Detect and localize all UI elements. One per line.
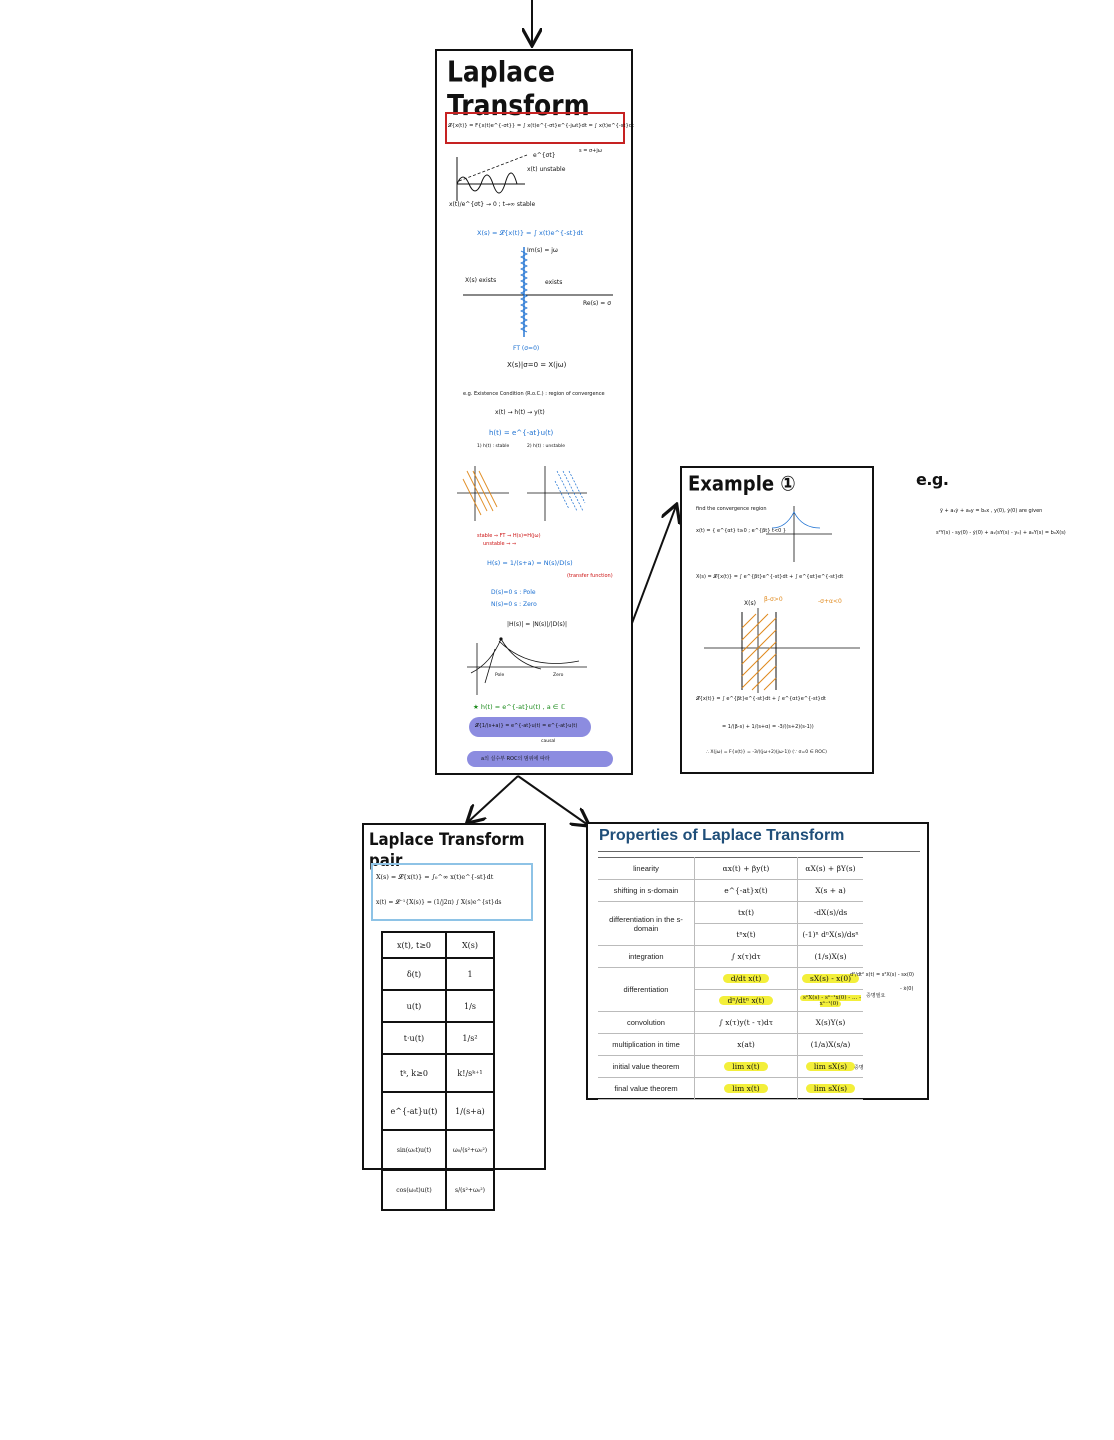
prop-name: linearity: [598, 858, 695, 880]
prop-time: d/dt x(t): [723, 974, 770, 983]
im-axis-label: Im(s) = jω: [527, 247, 558, 254]
system-diagram: x(t) → h(t) → y(t): [495, 409, 545, 416]
example-find: find the convergence region: [696, 506, 767, 512]
prop-s: lim sX(s): [806, 1084, 855, 1093]
pair-cell: ω₀/(s²+ω₀²): [446, 1130, 494, 1170]
pair-cell: 1/s: [446, 990, 494, 1022]
props-arrow: [518, 776, 588, 825]
pair-header-xs: X(s): [446, 932, 494, 958]
pair-cell: 1: [446, 958, 494, 990]
pair-formula-box: [371, 863, 533, 921]
prop-name: final value theorem: [598, 1078, 695, 1100]
pair-inverse: x(t) = 𝓛⁻¹{X(s)} = (1/j2π) ∫ X(s)e^{st}ds: [376, 899, 502, 906]
prop-s: (1/a)X(s/a): [798, 1034, 864, 1056]
prop-time: tx(t): [695, 902, 798, 924]
eg-label: e.g.: [916, 470, 949, 489]
left-region-label: X(s) exists: [465, 277, 497, 284]
laplace-transform-card: [435, 49, 633, 775]
stable-note: x(t)/e^{σt} → 0 ; t→∞ stable: [449, 201, 536, 208]
table-row: [598, 946, 863, 968]
pair-cell: t·u(t): [382, 1022, 446, 1054]
growth-label: e^{σt}: [533, 152, 556, 159]
transform-pair-card: [362, 823, 546, 1194]
example-ft: ∴ X(jω) = F{x(t)} = -3/((jω+2)(jω-1)) (∵ σ=0 ∈ ROC): [706, 750, 827, 755]
example-xs-label: X(s): [744, 600, 756, 607]
props-side-note-1: d²/dt² x(t) = s²X(s) - sx(0): [850, 972, 914, 978]
transfer-function: H(s) = 1/(s+a) = N(s)/D(s): [487, 559, 573, 567]
pole-label: Pole: [495, 673, 505, 678]
prop-s: αX(s) + βY(s): [798, 858, 864, 880]
laplace-title: Laplace Transform: [447, 55, 590, 122]
example-title: Example ①: [688, 472, 796, 497]
props-side-note-4: 증명: [854, 1065, 864, 1071]
blue-equation-note: causal: [541, 739, 556, 744]
table-row: [598, 1078, 863, 1100]
table-row: [598, 968, 863, 990]
properties-title: Properties of Laplace Transform: [599, 827, 845, 844]
example-cond-2: -σ+α<0: [818, 598, 842, 605]
prop-time: lim x(t): [724, 1062, 767, 1071]
prop-s: -dX(s)/ds: [798, 902, 864, 924]
table-row: [598, 902, 863, 924]
pair-arrow: [468, 776, 518, 822]
pair-cell: k!/sᵏ⁺¹: [446, 1054, 494, 1092]
pair-cell: cos(ω₀t)u(t): [382, 1170, 446, 1210]
pair-cell: e^{-at}u(t): [382, 1092, 446, 1130]
roc-example: e.g. Existence Condition (R.o.C.) : region of convergence: [463, 391, 605, 397]
prop-time: e^{-at}x(t): [695, 880, 798, 902]
pair-forward: X(s) = 𝓛{x(t)} = ∫₀^∞ x(t)e^{-st}dt: [376, 873, 494, 881]
prop-name: multiplication in time: [598, 1034, 695, 1056]
prop-time: tⁿx(t): [695, 924, 798, 946]
table-row: [598, 1034, 863, 1056]
prop-s: X(s)Y(s): [798, 1012, 864, 1034]
prop-time: ∫ x(τ)y(t - τ)dτ: [695, 1012, 798, 1034]
table-row: [382, 958, 494, 990]
prop-time: αx(t) + βy(t): [695, 858, 798, 880]
case-stable: 1) h(t) : stable: [477, 444, 510, 449]
table-row: [382, 1054, 494, 1092]
zero-label: Zero: [553, 673, 564, 678]
prop-name: integration: [598, 946, 695, 968]
prop-name: differentiation in the s-domain: [598, 902, 695, 946]
example-xt: x(t) = { e^{αt} t≥0 ; e^{βt} t<0 }: [696, 528, 787, 534]
xs-definition: X(s) = 𝓛{x(t)} = ∫ x(t)e^{-st}dt: [477, 229, 584, 237]
prop-name: convolution: [598, 1012, 695, 1034]
example-laplace: 𝓛{x(t)} = ∫ e^{βt}e^{-st}dt + ∫ e^{αt}e^{-st}dt: [696, 696, 826, 702]
pair-cell: tᵏ, k≥0: [382, 1054, 446, 1092]
magnitude: |H(s)| = |N(s)|/|D(s)|: [507, 621, 568, 628]
example-cond-1: β-σ>0: [764, 596, 783, 603]
example-xs: X(s) = 𝓛{x(t)} = ∫ e^{βt}e^{-st}dt + ∫ e^{αt}e^{-st}dt: [696, 574, 844, 580]
prop-name: differentiation: [598, 968, 695, 1012]
re-axis-label: Re(s) = σ: [583, 300, 612, 307]
table-row: [382, 1022, 494, 1054]
red-note-2: unstable ⇒ ⇒: [483, 541, 517, 547]
pair-cell: 1/(s+a): [446, 1092, 494, 1130]
impulse-response: h(t) = e^{-at}u(t): [489, 429, 554, 437]
props-side-note-2: - ẋ(0): [900, 986, 914, 992]
red-note-1: stable ⇒ FT ⇒ H(s)=H(jω): [477, 533, 541, 539]
pair-table: [381, 931, 495, 1211]
properties-card: [586, 822, 929, 1100]
s-definition: s = σ+jω: [579, 148, 602, 154]
props-side-note-3: 증명필요: [866, 993, 886, 999]
prop-s: (-1)ⁿ dⁿX(s)/dsⁿ: [798, 924, 864, 946]
table-row: [382, 1092, 494, 1130]
prop-time: lim x(t): [724, 1084, 767, 1093]
table-row: [598, 1056, 863, 1078]
properties-title-rule: [598, 851, 920, 852]
pair-header-xt: x(t), t≥0: [382, 932, 446, 958]
eg-line-2: s²Y(s) - sy(0) - ẏ(0) + a₁(sY(s) - y₀) + a₀Y(s) = b₀X(s): [936, 530, 1066, 536]
table-row: [598, 1012, 863, 1034]
case-unstable: 2) h(t) : unstable: [527, 444, 565, 449]
pair-cell: s/(s²+ω₀²): [446, 1170, 494, 1210]
pair-title: Laplace Transform pair: [369, 829, 525, 871]
prop-s: lim sX(s): [806, 1062, 855, 1071]
example-card: [680, 466, 874, 774]
unstable-label: x(t) unstable: [527, 166, 566, 173]
pair-cell: u(t): [382, 990, 446, 1022]
example-result: = 1/(β-s) + 1/(s+α) = -3/((s+2)(s-1)): [722, 724, 814, 730]
pair-cell: 1/s²: [446, 1022, 494, 1054]
poles-def: D(s)=0 s : Pole: [491, 589, 536, 596]
pair-cell: sin(ω₀t)u(t): [382, 1130, 446, 1170]
table-row: [382, 1130, 494, 1170]
right-region-label: exists: [545, 279, 563, 286]
prop-time: dⁿ/dtⁿ x(t): [719, 996, 772, 1005]
properties-table: [598, 857, 863, 1100]
xs-jw: X(s)|σ=0 = X(jω): [507, 361, 567, 369]
definition-formula: 𝓛{x(t)} = F{x(t)e^{-σt}} = ∫ x(t)e^{-σt}e^{-jωt}dt = ∫ x(t)e^{-st}dt: [448, 123, 635, 129]
prop-time: x(at): [695, 1034, 798, 1056]
table-row: [598, 880, 863, 902]
table-row: [382, 990, 494, 1022]
pair-cell: δ(t): [382, 958, 446, 990]
prop-s: sX(s) - x(0): [802, 974, 859, 983]
eg-line-1: ÿ + a₁ẏ + a₀y = b₀x , y(0), ẏ(0) are given: [940, 508, 1043, 514]
green-equation: ★ h(t) = e^{-at}u(t) , a ∈ ℂ: [473, 703, 566, 711]
prop-s: sⁿX(s) - sⁿ⁻¹x(0) - ... - xⁿ⁻¹(0): [800, 995, 861, 1007]
table-row: [382, 1170, 494, 1210]
prop-name: initial value theorem: [598, 1056, 695, 1078]
bottom-bar-text: a의 실수부 ROC의 범위에 따라: [481, 756, 550, 762]
transfer-note: (transfer function): [567, 573, 613, 579]
prop-time: ∫ x(τ)dτ: [695, 946, 798, 968]
blue-equation: 𝓛{1/(s+a)} = e^{-at}u(t) = e^{-at}u(t): [475, 723, 578, 729]
prop-s: (1/s)X(s): [798, 946, 864, 968]
prop-name: shifting in s-domain: [598, 880, 695, 902]
table-row: [598, 858, 863, 880]
prop-s: X(s + a): [798, 880, 864, 902]
zeros-def: N(s)=0 s : Zero: [491, 601, 537, 608]
ft-note: FT (σ=0): [513, 345, 540, 352]
